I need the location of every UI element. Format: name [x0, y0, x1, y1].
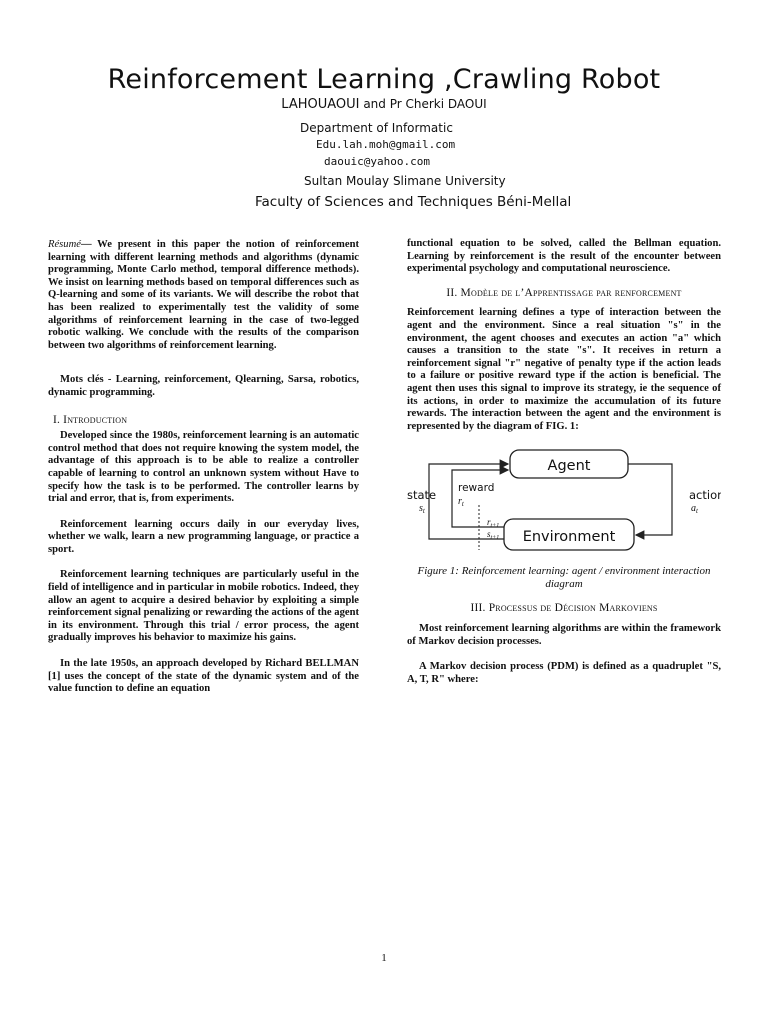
- faculty: Faculty of Sciences and Techniques Béni-Mellal: [255, 194, 572, 210]
- model-paragraph: Reinforcement learning defines a type of interaction between the agent and the environment. Since a real situation "s" in the environment, the agent chooses and executes an action "a" which causes a transition to the state "s". It receives in return a reinforcement signal "r" negative of penalty type if the action leads to a failure or positive reward type if the action is beneficial. The agent then uses this signal to improve its strategy, ie the sequence of its actions, in order to maximize the accumulation of its future rewards. The interaction between the agent and the environment is represented by the diagram of FIG. 1:: [407, 307, 721, 432]
- section-heading-mdp: III. Processus de Décision Markoviens: [470, 602, 658, 615]
- abstract-label: Résumé: [48, 239, 81, 250]
- university: Sultan Moulay Slimane University: [304, 174, 506, 188]
- state-label: state: [407, 488, 437, 503]
- action-symbol: $a_t$: [691, 503, 698, 516]
- keywords: Mots clés - Learning, reinforcement, Qlearning, Sarsa, robotics, dynamic programming.: [48, 374, 359, 398]
- reward-symbol: $r_t$: [458, 496, 464, 509]
- email-2: daouic@yahoo.com: [324, 155, 430, 168]
- left-column: [48, 239, 359, 696]
- intro-paragraph-2: Reinforcement learning occurs daily in our everyday lives, whether we walk, learn a new programming language, or practice a sport.: [48, 518, 359, 555]
- figure-1-caption: Figure 1: Reinforcement learning: agent / environment interaction diagram: [417, 565, 711, 591]
- author-1: LAHOUAOUI: [281, 97, 360, 112]
- environment-label: Environment: [522, 529, 616, 546]
- abstract-paragraph: [48, 239, 359, 352]
- intro-paragraph-3: Reinforcement learning techniques are particularly useful in the field of intelligence and in particular in mobile robotics. Indeed, they allow an agent to acquire a desired behavior by exploiting a simple reinforcement signal penalizing or rewarding the actions of the agent in its environment. Through this trial / error process, the agent gradually improves his behavior to maximize his gains.: [48, 569, 359, 644]
- author-and: and: [363, 97, 386, 111]
- next-state-symbol: $s_{t+1}$: [487, 529, 500, 542]
- authors-line: [0, 97, 768, 112]
- right-column: [407, 238, 721, 686]
- action-label: action: [689, 488, 721, 503]
- department: Department of Informatic: [300, 121, 453, 135]
- author-2: Pr Cherki DAOUI: [389, 97, 487, 111]
- agent-environment-diagram: [407, 447, 721, 557]
- section-heading-model: II. Modèle de l’Apprentissage par renforcement: [446, 286, 682, 299]
- action-arrow: [628, 464, 672, 535]
- email-1: Edu.lah.moh@gmail.com: [316, 138, 456, 151]
- next-reward-symbol: $r_{t+1}$: [487, 517, 500, 530]
- paper-title: Reinforcement Learning ,Crawling Robot: [107, 64, 661, 95]
- mdp-paragraph-2: A Markov decision process (PDM) is defined as a quadruplet "S, A, T, R" where:: [407, 661, 721, 685]
- section-heading-introduction: I. Introduction: [53, 413, 128, 426]
- page-number: 1: [381, 952, 387, 964]
- reward-label: reward: [458, 482, 495, 495]
- continued-paragraph: functional equation to be solved, called the Bellman equation. Learning by reinforcement is the result of the encounter between experimental psychology and computational neuroscience.: [407, 238, 721, 275]
- state-symbol: $s_t$: [419, 503, 425, 516]
- intro-paragraph-1: Developed since the 1980s, reinforcement learning is an automatic control method that does not require knowing the system model, the advantage of this approach is to be able to realize a controller capable of learning to control an unknown system without Have to specify how the task is to be performed. The controller learns by trial and error, that is, from experiments.: [48, 430, 359, 505]
- abstract-text: — We present in this paper the notion of reinforcement learning with different learning methods and algorithms (dynamic programming, Monte Carlo method, temporal difference methods). We insist on learning methods based on temporal differences such as Q-learning and some of its variants. We will describe the robot that has been realized to experimentally test the validity of some algorithms of reinforcement learning in the case of two-legged robotic walking. We conclude with the results of the comparison between two algorithms of reinforcement learning.: [48, 239, 359, 351]
- mdp-paragraph-1: Most reinforcement learning algorithms are within the framework of Markov decision processes.: [407, 622, 721, 647]
- agent-label: Agent: [547, 458, 591, 475]
- figure-1-diagram: [407, 447, 721, 557]
- intro-paragraph-4: In the late 1950s, an approach developed by Richard BELLMAN [1] uses the concept of the state of the dynamic system and of the value function to define an equation: [48, 658, 359, 695]
